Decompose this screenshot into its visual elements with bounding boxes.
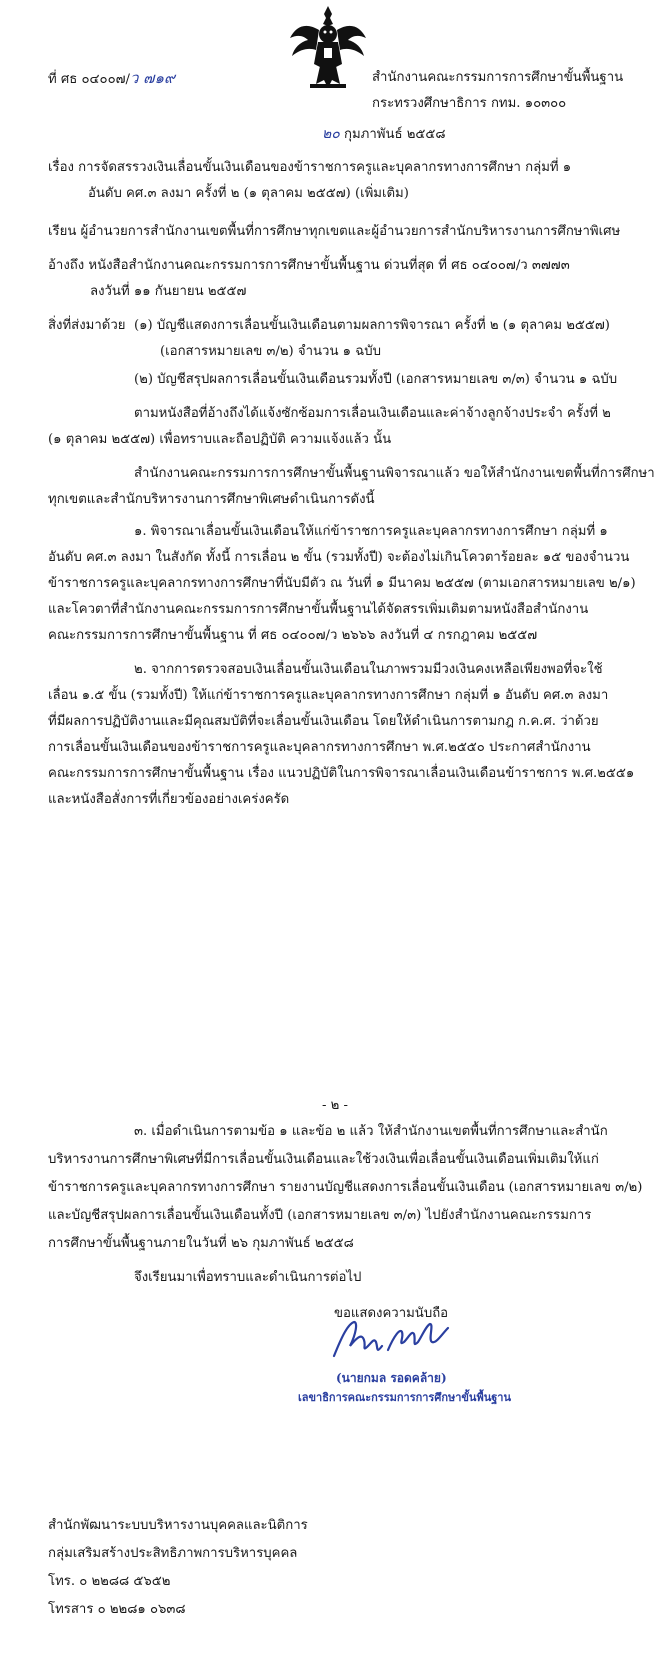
item-2-line-5: คณะกรรมการการศึกษาขั้นพื้นฐาน เรื่อง แนวปฏิบัติในการพิจารณาเลื่อนเงินเดือนข้าราชการ พ.ศ.๒๕๕๑ [48,766,635,781]
item-3-line-2: บริหารงานการศึกษาพิเศษที่มีการเลื่อนขั้นเงินเดือนและใช้วงเงินเพื่อเลื่อนขั้นเงินเดือนเพิ่มเติมให้แก่ [48,1152,599,1167]
item-3-line-5: การศึกษาขั้นพื้นฐานภายในวันที่ ๒๖ กุมภาพันธ์ ๒๕๕๘ [48,1236,354,1251]
item-1-line-4: และโควตาที่สำนักงานคณะกรรมการการศึกษาขั้นพื้นฐานได้จัดสรรเพิ่มเติมตามหนังสือสำนักงาน [48,602,589,617]
letter-date [322,126,446,143]
item-3-line-3: ข้าราชการครูและบุคลากรทางการศึกษา รายงานบัญชีแสดงการเลื่อนขั้นเงินเดือน (เอกสารหมายเลข ๓/๒) [48,1180,643,1195]
paragraph-1-line-1: ตามหนังสือที่อ้างถึงได้แจ้งซักซ้อมการเลื่อนเงินเดือนและค่าจ้างลูกจ้างประจำ ครั้งที่ ๒ [134,406,611,421]
enclosures-label: สิ่งที่ส่งมาด้วย [48,318,126,333]
item-2-line-4: การเลื่อนขั้นเงินเดือนของข้าราชการครูและบุคลากรทางการศึกษา พ.ศ.๒๕๕๐ ประกาศสำนักงาน [48,740,591,755]
reference-line-2: ลงวันที่ ๑๑ กันยายน ๒๕๕๗ [90,284,247,299]
item-2-line-1: ๒. จากการตรวจสอบเงินเลื่อนขั้นเงินเดือนในภาพรวมมีวงเงินคงเหลือเพียงพอที่จะใช้ [134,662,603,677]
item-3-line-4: และบัญชีสรุปผลการเลื่อนขั้นเงินเดือนทั้งปี (เอกสารหมายเลข ๓/๓) ไปยังสำนักงานคณะกรรมการ [48,1208,592,1223]
item-2-line-2: เลื่อน ๑.๕ ขั้น (รวมทั้งปี) ให้แก่ข้าราชการครูและบุคลากรทางการศึกษา กลุ่มที่ ๑ อันดับ คศ.๓ ลงมา [48,688,609,703]
reference-number [48,70,175,88]
signer-name: (นายกมล รอดคล้าย) [336,1371,447,1385]
date-day-handwritten: ๒๐ [322,126,340,142]
office-name: สำนักงานคณะกรรมการการศึกษาขั้นพื้นฐาน [372,70,624,85]
subject-line-1: เรื่อง การจัดสรรวงเงินเลื่อนขั้นเงินเดือนของข้าราชการครูและบุคลากรทางการศึกษา กลุ่มที่ ๑ [48,160,572,175]
page-number: - ๒ - [322,1098,348,1113]
footer-fax: โทรสาร ๐ ๒๒๘๑ ๐๖๓๘ [48,1602,186,1617]
garuda-emblem [288,4,368,90]
reference-handwritten: ว ๗๑๙ [129,69,175,87]
item-1-line-2: อันดับ คศ.๓ ลงมา ในสังกัด ทั้งนี้ การเลื่อน ๒ ขั้น (รวมทั้งปี) จะต้องไม่เกินโควตาร้อยละ ๑๕ ของจำนวน [48,550,630,565]
signature [328,1316,458,1364]
enclosure-1-line-1: (๑) บัญชีแสดงการเลื่อนขั้นเงินเดือนตามผลการพิจารณา ครั้งที่ ๒ (๑ ตุลาคม ๒๕๕๗) [134,318,610,333]
enclosure-1-line-2: (เอกสารหมายเลข ๓/๒) จำนวน ๑ ฉบับ [160,344,381,359]
item-2-line-6: และหนังสือสั่งการที่เกี่ยวข้องอย่างเคร่งครัด [48,792,290,807]
item-3-line-1: ๓. เมื่อดำเนินการตามข้อ ๑ และข้อ ๒ แล้ว ให้สำนักงานเขตพื้นที่การศึกษาและสำนัก [134,1124,608,1139]
item-1-line-5: คณะกรรมการการศึกษาขั้นพื้นฐาน ที่ ศธ ๐๔๐๐๗/ว ๒๖๖๖ ลงวันที่ ๔ กรกฎาคม ๒๕๕๗ [48,628,538,643]
item-2-line-3: ที่มีผลการปฏิบัติงานและมีคุณสมบัติที่จะเลื่อนขั้นเงินเดือน โดยให้ดำเนินการตามกฎ ก.ค.ศ. ว่าด้วย [48,714,599,729]
item-1-line-3: ข้าราชการครูและบุคลากรทางการศึกษาที่นับมีตัว ณ วันที่ ๑ มีนาคม ๒๕๕๗ (ตามเอกสารหมายเลข ๒/๑) [48,576,636,591]
closing-sentence: จึงเรียนมาเพื่อทราบและดำเนินการต่อไป [134,1270,362,1285]
reference-line-1: อ้างถึง หนังสือสำนักงานคณะกรรมการการศึกษาขั้นพื้นฐาน ด่วนที่สุด ที่ ศธ ๐๔๐๐๗/ว ๓๗๗๓ [48,258,570,273]
item-1-line-1: ๑. พิจารณาเลื่อนขั้นเงินเดือนให้แก่ข้าราชการครูและบุคลากรทางการศึกษา กลุ่มที่ ๑ [134,524,608,539]
date-month-year: กุมภาพันธ์ ๒๕๕๘ [343,127,446,142]
addressee: เรียน ผู้อำนวยการสำนักงานเขตพื้นที่การศึกษาทุกเขตและผู้อำนวยการสำนักบริหารงานการศึกษาพิเศษ [48,224,621,239]
office-address: กระทรวงศึกษาธิการ กทม. ๑๐๓๐๐ [372,96,567,111]
regards: ขอแสดงความนับถือ [334,1306,449,1321]
footer-unit: กลุ่มเสริมสร้างประสิทธิภาพการบริหารบุคคล [48,1546,298,1561]
reference-prefix: ที่ ศธ ๐๔๐๐๗/ [48,72,130,87]
signer-title: เลขาธิการคณะกรรมการการศึกษาขั้นพื้นฐาน [298,1391,511,1404]
paragraph-2-line-1: สำนักงานคณะกรรมการการศึกษาขั้นพื้นฐานพิจารณาแล้ว ขอให้สำนักงานเขตพื้นที่การศึกษา [134,466,655,481]
footer-telephone: โทร. ๐ ๒๒๘๘ ๕๖๕๒ [48,1574,171,1589]
footer-department: สำนักพัฒนาระบบบริหารงานบุคคลและนิติการ [48,1518,308,1533]
subject-line-2: อันดับ คศ.๓ ลงมา ครั้งที่ ๒ (๑ ตุลาคม ๒๕๕๗) (เพิ่มเติม) [88,186,409,201]
enclosure-2: (๒) บัญชีสรุปผลการเลื่อนขั้นเงินเดือนรวมทั้งปี (เอกสารหมายเลข ๓/๓) จำนวน ๑ ฉบับ [134,372,618,387]
paragraph-2-line-2: ทุกเขตและสำนักบริหารงานการศึกษาพิเศษดำเนินการดังนี้ [48,492,375,507]
paragraph-1-line-2: (๑ ตุลาคม ๒๕๕๗) เพื่อทราบและถือปฏิบัติ ความแจ้งแล้ว นั้น [48,432,392,447]
